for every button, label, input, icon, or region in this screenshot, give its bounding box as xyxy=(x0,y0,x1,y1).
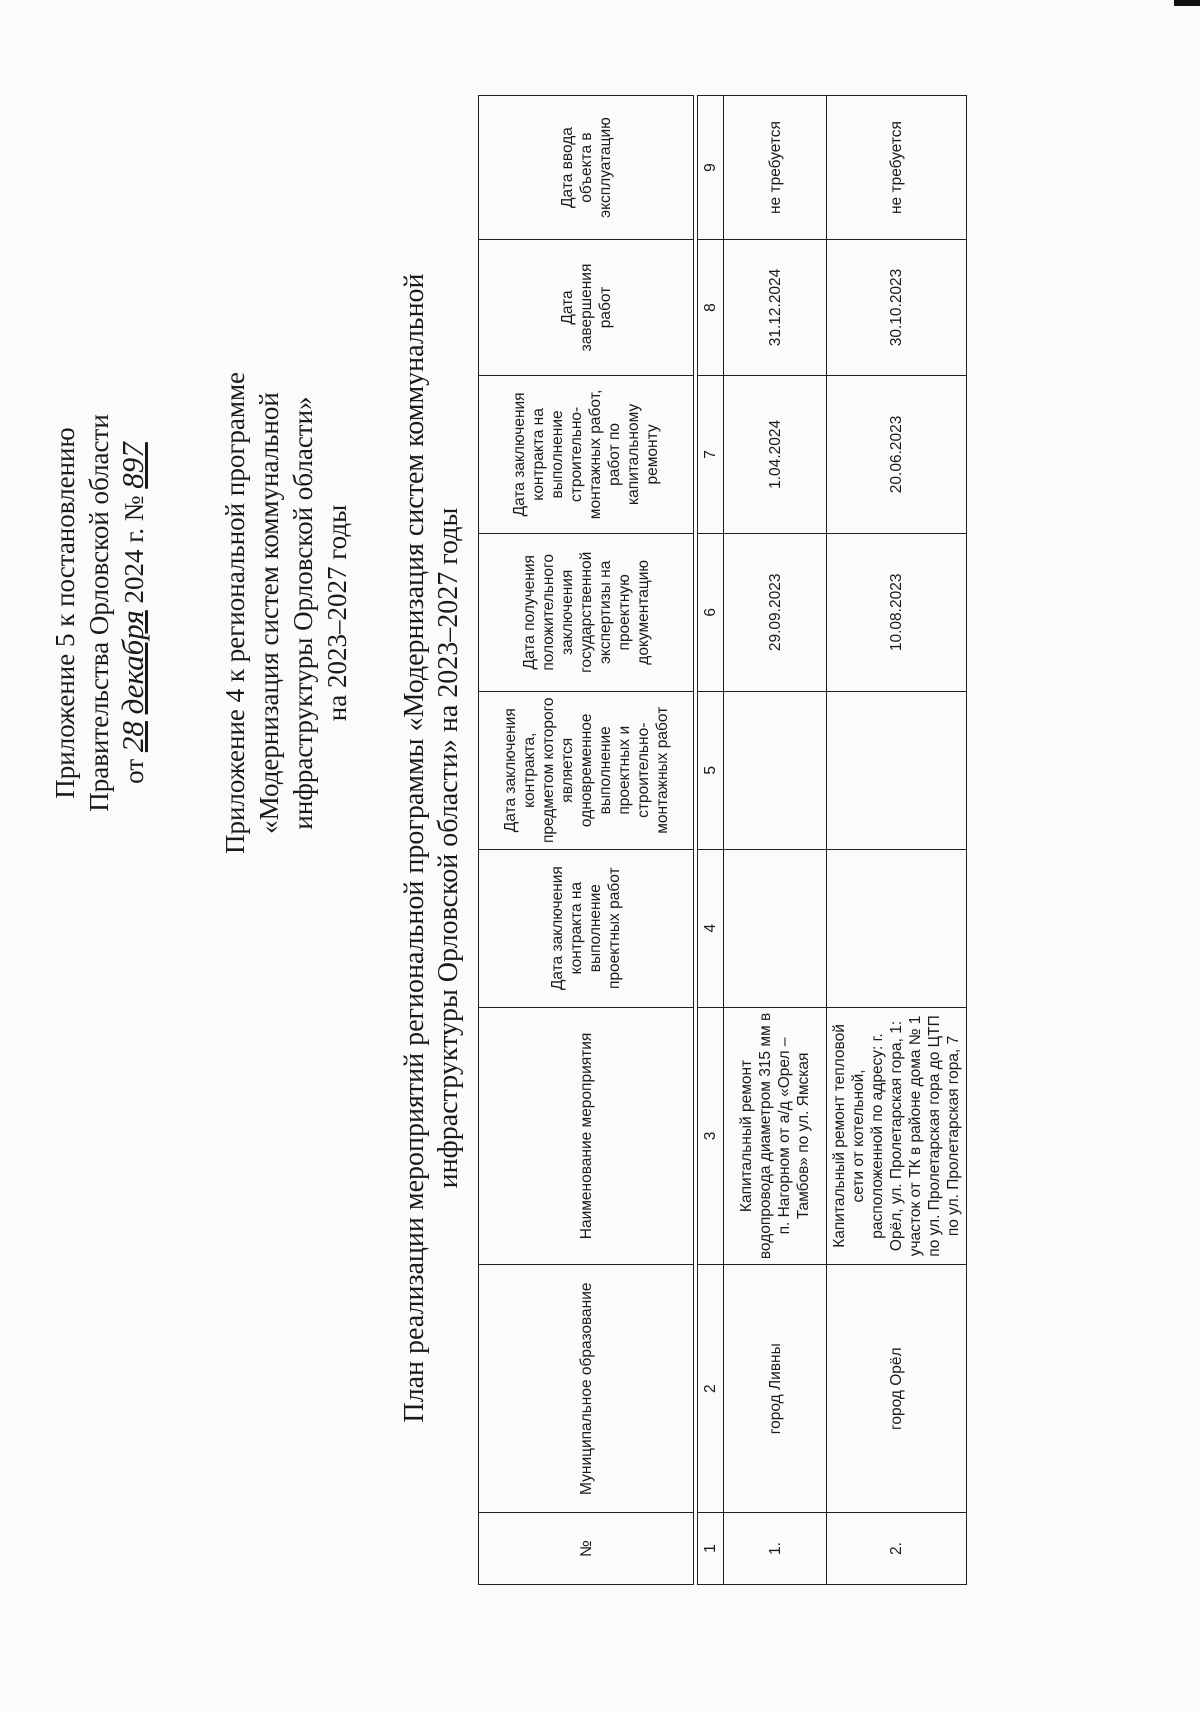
plan-table xyxy=(478,95,967,1585)
header-construction-contract: Дата заключения контракта на выполнение строительно-монтажных работ, работ по капитальному ремонту xyxy=(479,375,694,533)
title-line-2: инфраструктуры Орловской области» на 2023–2027 годы xyxy=(433,507,464,1189)
column-number: 9 xyxy=(698,96,724,240)
program-ref-line-2: «Модернизация систем коммунальной xyxy=(254,392,284,834)
header-completion: Дата завершения работ xyxy=(479,240,694,376)
row-construction-contract-date: 20.06.2023 xyxy=(827,375,967,533)
row-design-contract xyxy=(724,849,827,1007)
column-number-row xyxy=(698,96,724,1585)
approval-date-line xyxy=(116,333,151,893)
document-title xyxy=(398,68,466,1628)
row-design-contract xyxy=(827,849,967,1007)
row-combined-contract xyxy=(724,691,827,849)
approval-line-1: Приложение 5 к постановлению xyxy=(50,427,80,799)
approval-date-day: 28 xyxy=(115,721,150,753)
program-ref-line-3: инфраструктуры Орловской области» xyxy=(288,396,318,830)
header-municipality: Муниципальное образование xyxy=(479,1265,694,1513)
column-number: 7 xyxy=(698,375,724,533)
header-combined-contract: Дата заключения контракта, предметом которого является одновременное выполнение проектных и строительно-монтажных работ xyxy=(479,691,694,849)
row-municipality: город Орёл xyxy=(827,1265,967,1513)
program-reference-block xyxy=(218,268,354,958)
header-name: Наименование мероприятия xyxy=(479,1007,694,1265)
row-measure-name: Капитальный ремонт водопровода диаметром 315 мм в п. Нагорном от а/д «Орел – Тамбов» по ул. Ямская xyxy=(724,1007,827,1265)
row-construction-contract-date: 1.04.2024 xyxy=(724,375,827,533)
approval-block xyxy=(48,333,151,893)
row-expertise-date: 10.08.2023 xyxy=(827,533,967,691)
table-row xyxy=(827,96,967,1585)
row-expertise-date: 29.09.2023 xyxy=(724,533,827,691)
title-line-1: План реализации мероприятий региональной программы «Модернизация систем коммунальной xyxy=(399,273,430,1423)
row-measure-name: Капитальный ремонт тепловой сети от котельной, расположенной по адресу: г. Орёл, ул. Пролетарская гора, 1: участок от ТК в районе дома № 1 по ул. Пролетарская гора до ЦТП по ул. Пролетарская гора, 7 xyxy=(827,1007,967,1265)
header-design-contract: Дата заключения контракта на выполнение проектных работ xyxy=(479,849,694,1007)
landscape-page xyxy=(28,23,1178,1683)
column-number: 1 xyxy=(698,1513,724,1585)
column-number: 8 xyxy=(698,240,724,376)
column-number: 6 xyxy=(698,533,724,691)
row-no: 2. xyxy=(827,1513,967,1585)
column-number: 5 xyxy=(698,691,724,849)
row-completion-date: 31.12.2024 xyxy=(724,240,827,376)
approval-date-year: 2024 г. xyxy=(119,527,149,604)
column-number: 3 xyxy=(698,1007,724,1265)
row-commissioning: не требуется xyxy=(827,96,967,240)
table-header-row xyxy=(479,96,694,1585)
table-row xyxy=(724,96,827,1585)
row-completion-date: 30.10.2023 xyxy=(827,240,967,376)
approval-number-value: 897 xyxy=(115,442,150,489)
scan-corner-mark xyxy=(1174,0,1200,6)
approval-from: от xyxy=(119,758,149,784)
row-municipality: город Ливны xyxy=(724,1265,827,1513)
approval-line-2: Правительства Орловской области xyxy=(84,414,114,812)
program-ref-line-4: на 2023–2027 годы xyxy=(322,504,352,722)
row-no: 1. xyxy=(724,1513,827,1585)
approval-number-label: № xyxy=(119,495,149,522)
program-ref-line-1: Приложение 4 к региональной программе xyxy=(220,371,250,855)
header-commissioning: Дата ввода объекта в эксплуатацию xyxy=(479,96,694,240)
row-commissioning: не требуется xyxy=(724,96,827,240)
header-no: № xyxy=(479,1513,694,1585)
approval-date-month: декабря xyxy=(115,610,150,715)
row-combined-contract xyxy=(827,691,967,849)
column-number: 4 xyxy=(698,849,724,1007)
column-number: 2 xyxy=(698,1265,724,1513)
header-expertise: Дата получения положительного заключения государственной экспертизы на проектную документацию xyxy=(479,533,694,691)
